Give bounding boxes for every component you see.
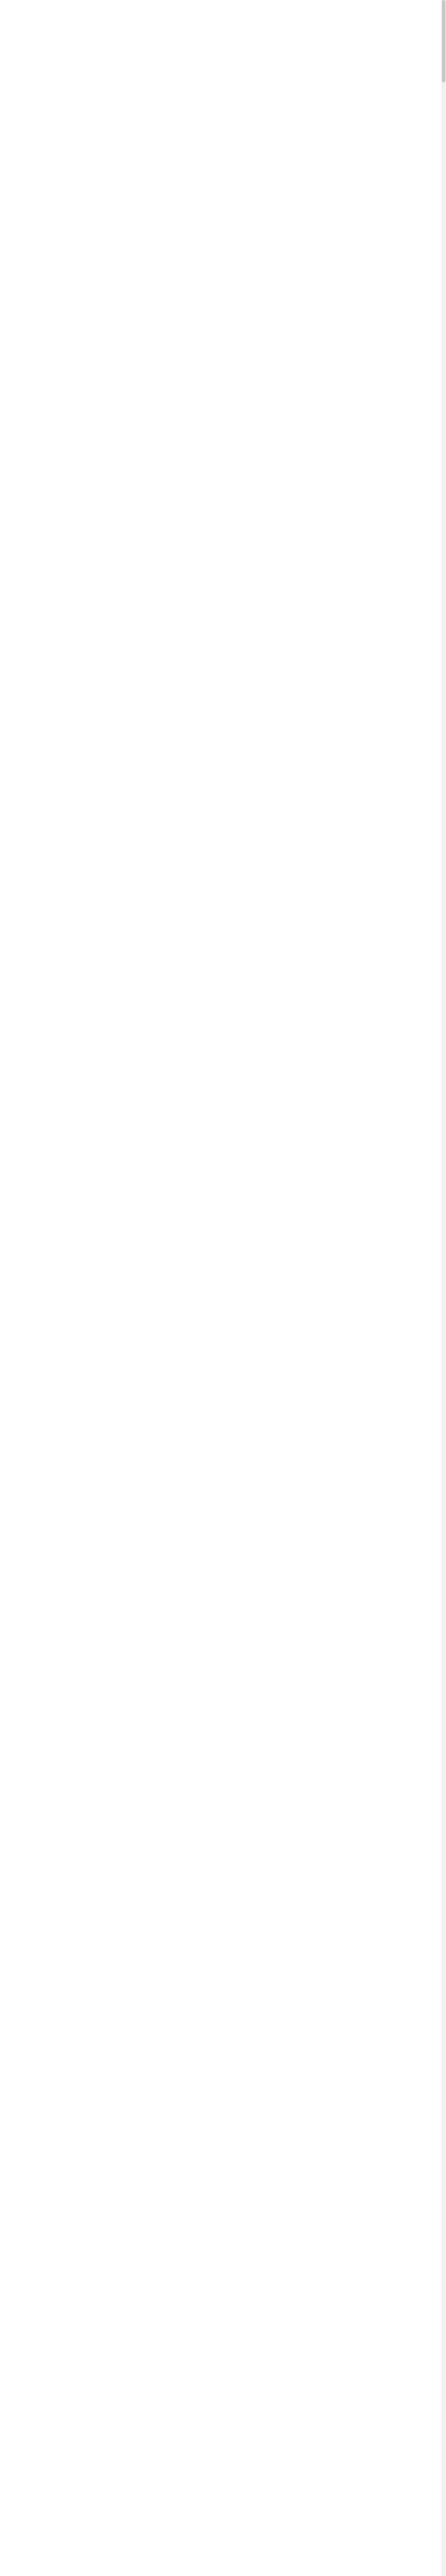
page-scrollbar[interactable] [441,0,446,2576]
scrollbar-thumb[interactable] [442,0,445,82]
